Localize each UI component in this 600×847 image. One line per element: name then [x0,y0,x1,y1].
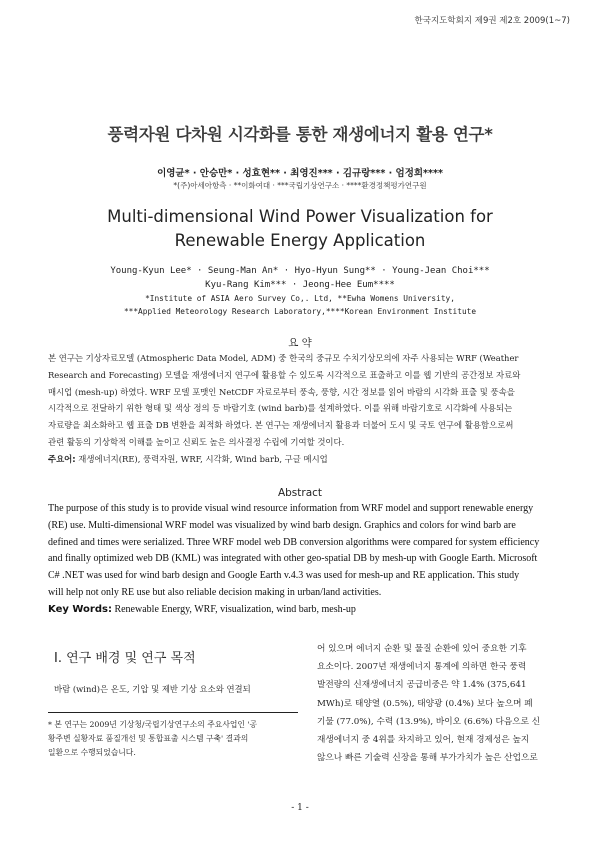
abstract-en-heading: Abstract [277,487,323,499]
abstract-ko-line: 매시업 (mesh-up) 하였다. WRF 모델 포맷인 NetCDF 자료로부터 풍속, 풍향, 시간 정보를 읽어 바람의 시각화 표출 및 풍속을 [48,386,515,397]
title-english [0,205,600,253]
abstract-en-line: defined and times were serialized. Three WRF model web DB conversion algorithms were compared for system efficiency [48,536,540,548]
abstract-ko-line: Research and Forecasting) 모델을 재생에너지 연구에 활용할 수 있도록 시각적으로 표출하고 이를 웹 기반의 공간정보 자료와 [48,369,521,380]
abstract-ko-heading: 요 약 [288,337,312,349]
affiliations-english [0,292,600,318]
footnote-divider [48,712,298,713]
affiliations-english-line2: ***Applied Meteorology Research Laboratory,****Korean Environment Institute [123,307,477,316]
abstract-en-line: and finally optimized web DB (KML) was integrated with other geo-spatial DB by mesh-up with Google Earth. Microsoft [48,553,538,565]
footnote-line: 일환으로 수행되었습니다. [48,748,136,757]
abstract-ko-line: 본 연구는 기상자료모델 (Atmospheric Data Model, ADM) 중 한국의 중규모 수치기상모의에 자주 사용되는 WRF (Weather [48,353,519,363]
abstract-en-body [48,501,560,619]
keywords-en-text: Renewable Energy, WRF, visualization, wind barb, mesh-up [114,603,356,615]
abstract-en-line: (RE) use. Multi-dimensional WRF model was visualized by wind barb design. Graphics and colors for wind barb are [48,519,516,531]
footnote [48,718,298,760]
footnote-line: 황주변 실황자료 품질개선 및 통합표출 시스템 구축' 결과의 [48,734,249,743]
abstract-ko-keywords [48,451,560,468]
abstract-ko-line: 시각적으로 전달하기 위한 형태 및 색상 정의 등 바람기호 (wind barb)를 설계하였다. 이를 위해 바람기호로 시각화에 사용되는 [48,403,513,414]
abstract-en-keywords [48,602,560,619]
body-line: 어 있으며 에너지 순환 및 물질 순환에 있어 중요한 기후 [317,644,527,654]
body-line: 재생에너지 중 4위를 차지하고 있어, 현재 경제성은 높지 [317,735,530,746]
body-line: 요소이다. 2007년 재생에너지 통계에 의하면 한국 풍력 [317,662,527,673]
affiliations-korean: *(주)아세아항측 · **이화여대 · ***국립기상연구소 · ****환경정책평가연구원 [173,181,427,190]
authors-korean: 이영균* · 안승만* · 성효현** · 최영진*** · 김규랑*** · 엄정희**** [157,168,443,179]
section-right-column [317,640,557,767]
page-number: - 1 - [291,803,309,813]
authors-english-line2: Kyu-Rang Kim*** · Jeong-Hee Eum**** [205,280,395,290]
footnote-line: * 본 연구는 2009년 기상청/국립기상연구소의 주요사업인 '공 [48,720,258,729]
abstract-en-line: C# .NET was used for wind barb design and Google Earth v.4.3 was used for mesh-up and RE application. This study [48,570,520,582]
affiliations-english-line1: *Institute of ASIA Aero Survey Co,. Ltd, **Ewha Womens University, [145,294,455,303]
authors-english-line1: Young-Kyun Lee* · Seung-Man An* · Hyo-Hyun Sung** · Young-Jean Choi*** [110,266,490,276]
title-english-line2: Renewable Energy Application [174,231,426,250]
abstract-ko-body [48,350,560,468]
section-left-text: 바람 (wind)은 온도, 기압 및 제반 기상 요소와 연결되 [54,684,251,694]
section-heading: I. 연구 배경 및 연구 목적 [54,651,196,666]
title-korean: 풍력자원 다차원 시각화를 통한 재생에너지 활용 연구* [107,125,493,144]
abstract-en-line: will help not only RE use but also reliable decision making in urban/land activities. [48,586,382,598]
keywords-en-label: Key Words: [48,603,112,615]
abstract-ko-line: 자료량을 최소화하고 웹 표출 DB 변환을 최적화 하였다. 본 연구는 재생에너지 활용과 더불어 도시 및 국토 연구에 활용함으로써 [48,420,514,431]
keywords-ko-label: 주요어: [48,453,76,464]
keywords-ko-text: 재생에너지(RE), 풍력자원, WRF, 시각화, Wind barb, 구글 메시업 [78,453,328,464]
abstract-ko-line: 관련 활동의 기상학적 이해를 높이고 신뢰도 높은 의사결정 수립에 기여할 것이다. [48,436,345,447]
journal-header: 한국지도학회지 제9권 제2호 2009(1~7) [414,16,570,26]
authors-english [0,264,600,292]
title-english-line1: Multi-dimensional Wind Power Visualization for [107,207,493,226]
body-line: MWh)로 태양열 (0.5%), 태양광 (0.4%) 보다 높으며 폐 [317,698,533,709]
abstract-en-line: The purpose of this study is to provide visual wind resource information from WRF model and support renewable energy [48,503,534,514]
body-line: 발전량의 신재생에너지 공급비중은 약 1.4% (375,641 [317,680,527,691]
body-line: 기물 (77.0%), 수력 (13.9%), 바이오 (6.6%) 다음으로 신 [317,716,541,727]
body-line: 않으나 빠른 기술력 신장을 통해 부가가치가 높은 산업으로 [317,753,538,764]
